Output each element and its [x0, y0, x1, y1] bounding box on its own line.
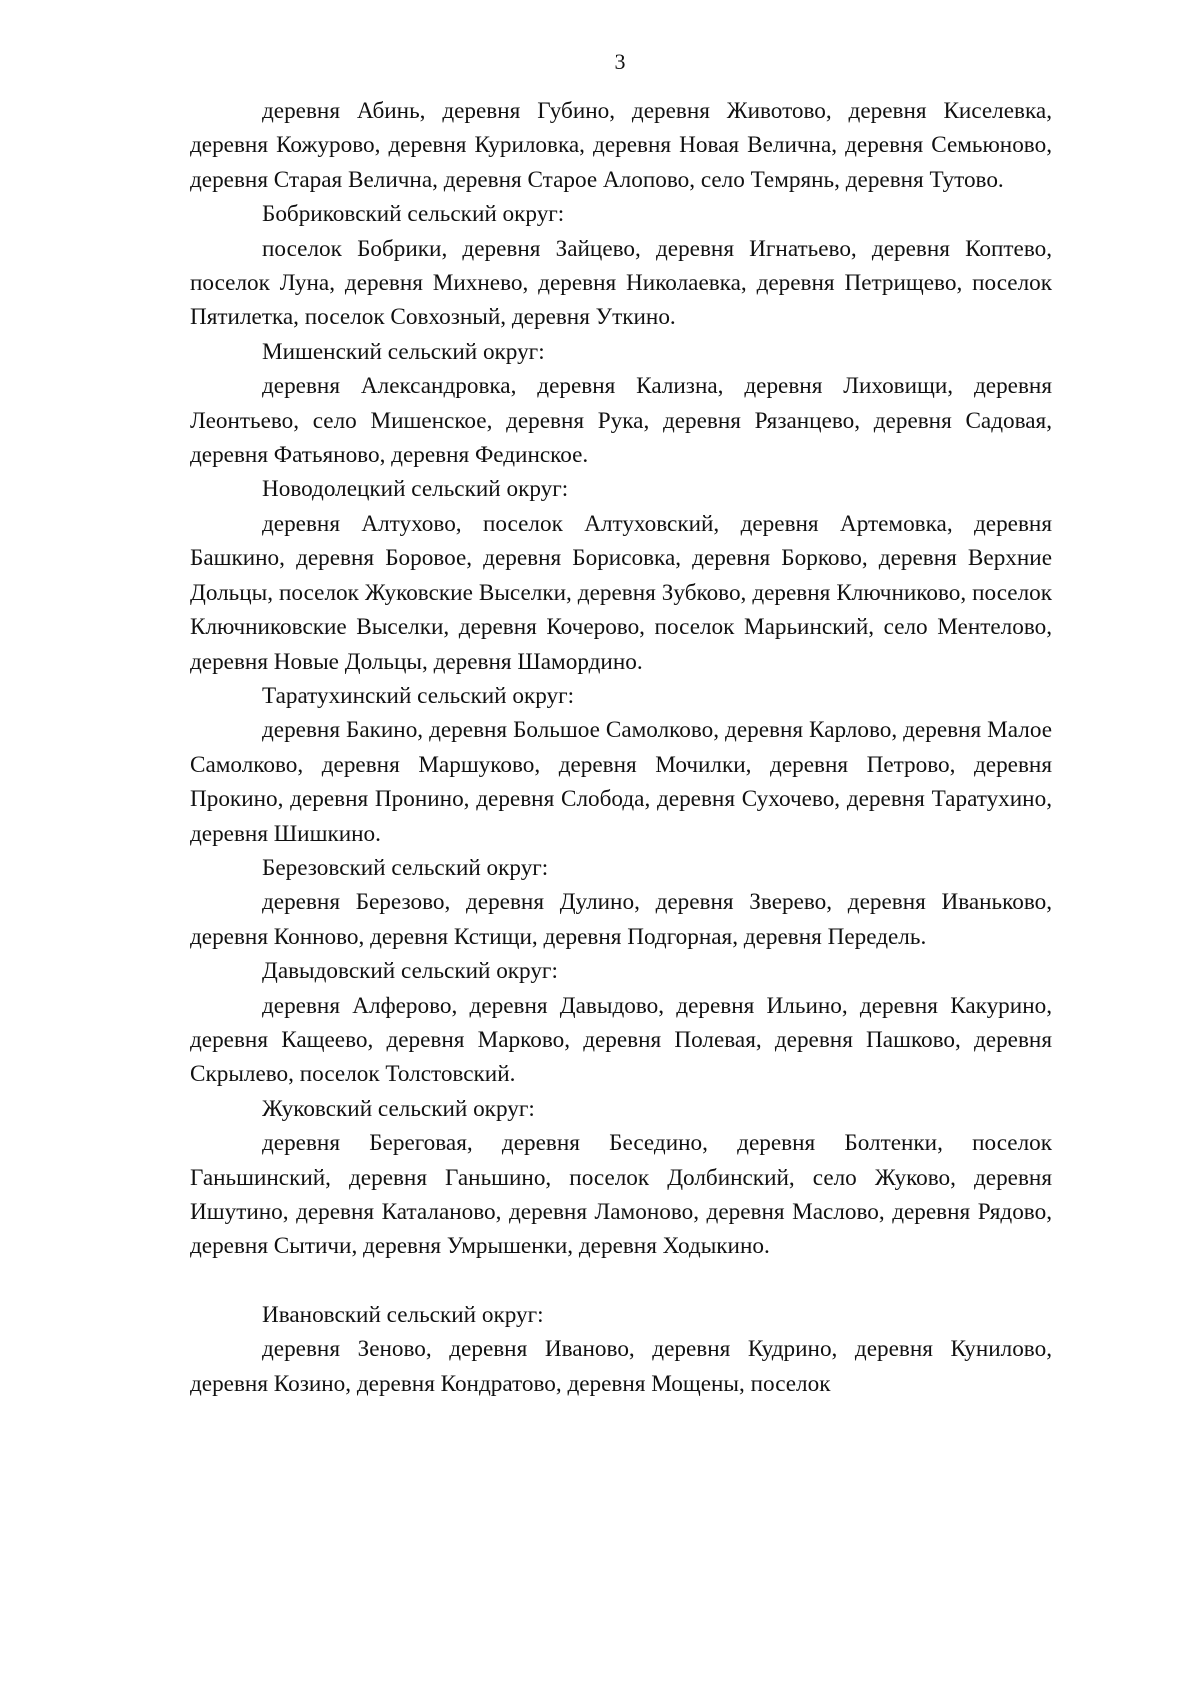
document-body: [190, 94, 1052, 1401]
settlement-list: деревня Александровка, деревня Кализна, деревня Лиховищи, деревня Леонтьево, село Мишенское, деревня Рука, деревня Рязанцево, деревня Садовая, деревня Фатьяново, деревня Фединское.: [190, 373, 1052, 469]
settlement-list: деревня Березово, деревня Дулино, деревня Зверево, деревня Иваньково, деревня Конново, деревня Кстищи, деревня Подгорная, деревня Передель.: [190, 889, 1052, 950]
settlement-list: деревня Алтухово, поселок Алтуховский, деревня Артемовка, деревня Башкино, деревня Боровое, деревня Борисовка, деревня Борково, деревня Верхние Дольцы, поселок Жуковские Выселки, деревня Зубково, деревня Ключниково, поселок Ключниковские Выселки, деревня Кочерово, поселок Марьинский, село Ментелово, деревня Новые Дольцы, деревня Шамордино.: [190, 510, 1052, 675]
settlement-list: деревня Береговая, деревня Беседино, деревня Болтенки, поселок Ганьшинский, деревня Ганьшино, поселок Долбинский, село Жуково, деревня Ишутино, деревня Каталаново, деревня Ламоново, деревня Маслово, деревня Рядово, деревня Сытичи, деревня Умрышенки, деревня Ходыкино.: [190, 1130, 1052, 1260]
district-heading-taratukhinsky: Таратухинский сельский округ:: [262, 682, 575, 709]
district-heading-bobrikovsky: Бобриковский сельский округ:: [262, 201, 565, 228]
settlement-list: деревня Бакино, деревня Большое Самолково, деревня Карлово, деревня Малое Самолково, деревня Маршуково, деревня Мочилки, деревня Петрово, деревня Прокино, деревня Пронино, деревня Слобода, деревня Сухочево, деревня Таратухино, деревня Шишкино.: [190, 717, 1052, 847]
settlement-list: поселок Бобрики, деревня Зайцево, деревня Игнатьево, деревня Коптево, поселок Луна, деревня Михнево, деревня Николаевка, деревня Петрищево, поселок Пятилетка, поселок Совхозный, деревня Уткино.: [190, 235, 1052, 331]
district-heading-mishensky: Мишенский сельский округ:: [262, 338, 545, 365]
settlement-list: деревня Зеново, деревня Иваново, деревня Кудрино, деревня Кунилово, деревня Козино, деревня Кондратово, деревня Мощены, поселок: [190, 1336, 1052, 1397]
district-heading-novodoletsky: Новодолецкий сельский округ:: [262, 476, 569, 503]
page-number: 3: [614, 49, 626, 74]
district-heading-berezovsky: Березовский сельский округ:: [262, 854, 549, 881]
settlement-list: деревня Алферово, деревня Давыдово, деревня Ильино, деревня Какурино, деревня Кащеево, деревня Марково, деревня Полевая, деревня Пашково, деревня Скрылево, поселок Толстовский.: [190, 992, 1052, 1088]
district-heading-zhukovsky: Жуковский сельский округ:: [262, 1095, 535, 1122]
settlement-list: деревня Абинь, деревня Губино, деревня Животово, деревня Киселевка, деревня Кожурово, деревня Куриловка, деревня Новая Велична, деревня Семьюново, деревня Старая Велична, деревня Старое Алопово, село Темрянь, деревня Тутово.: [190, 98, 1052, 193]
district-heading-ivanovsky: Ивановский сельский округ:: [262, 1301, 544, 1328]
district-heading-davydovsky: Давыдовский сельский округ:: [262, 958, 558, 985]
